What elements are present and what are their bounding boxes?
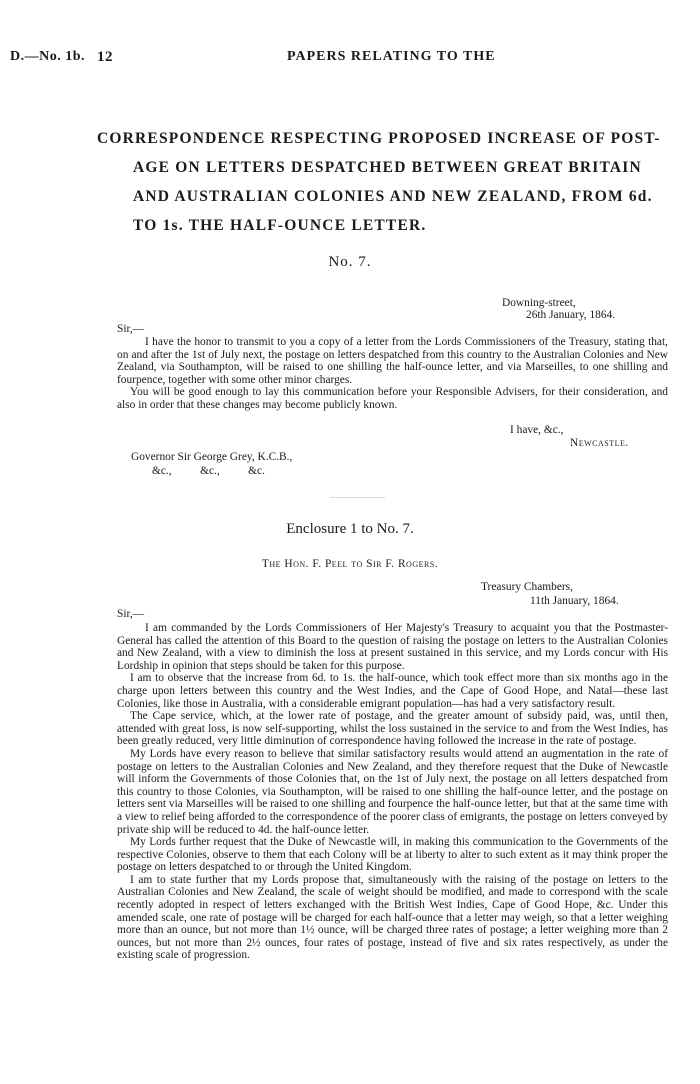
title-line: AGE ON LETTERS DESPATCHED BETWEEN GREAT BRITAIN bbox=[133, 159, 642, 176]
document-reference: D.—No. 1b. bbox=[10, 49, 86, 64]
page-number: 12 bbox=[97, 49, 113, 65]
enclosure-paragraph: I am commanded by the Lords Commissioners of Her Majesty's Treasury to acquaint you that the Postmaster-General has called the attention of this Board to the question of raising the postage on letters to the Australian Colonies and New Zealand, with a view to diminish the loss at present sustained in this service, and my Lords concur with His Lordship in opinion that steps should be taken for this purpose. bbox=[117, 622, 668, 672]
letter-number: No. 7. bbox=[328, 254, 372, 270]
running-title: PAPERS RELATING TO THE bbox=[287, 49, 496, 64]
section-divider bbox=[330, 497, 385, 498]
letter-paragraph: I have the honor to transmit to you a copy of a letter from the Lords Commissioners of the Treasury, stating that, on and after the 1st of July next, the postage on letters despatched from this country to the Australian Colonies and New Zealand, via Southampton, will be raised to one shilling the half-ounce letter, and via Marseilles, to one shilling and fourpence, together with some other minor charges. bbox=[117, 336, 668, 386]
enclosure-date: 11th January, 1864. bbox=[530, 595, 619, 607]
letter-closing: I have, &c., bbox=[510, 424, 564, 436]
letter-signature: Newcastle. bbox=[570, 437, 629, 449]
enclosure-subtitle: The Hon. F. Peel to Sir F. Rogers. bbox=[261, 558, 439, 570]
enclosure-paragraph: The Cape service, which, at the lower rate of postage, and the greater amount of subsidy paid, was, until then, attended with great loss, is now self-supporting, whilst the loss sustained in the service to and from the West Indies, has been greatly reduced, very little diminution of correspondence having followed the increase in the rate of postage. bbox=[117, 710, 668, 748]
main-title bbox=[97, 124, 672, 240]
enclosure-body bbox=[117, 622, 668, 962]
enclosure-address: Treasury Chambers, bbox=[481, 581, 573, 593]
title-line: TO 1s. THE HALF-OUNCE LETTER. bbox=[133, 217, 427, 234]
enclosure-title: Enclosure 1 to No. 7. bbox=[286, 521, 414, 537]
title-line: AND AUSTRALIAN COLONIES AND NEW ZEALAND, FROM 6d. bbox=[133, 188, 653, 205]
letter-date: 26th January, 1864. bbox=[526, 309, 616, 321]
letter-recipient-etc: &c., &c., &c. bbox=[152, 465, 265, 477]
enclosure-paragraph: My Lords further request that the Duke of Newcastle will, in making this communication to the Governments of the respective Colonies, observe to them that each Colony will be at liberty to alter to such extent as it may think proper the postage on letters despatched to or through the United Kingdom. bbox=[117, 836, 668, 874]
enclosure-paragraph: I am to state further that my Lords propose that, simultaneously with the raising of the postage on letters to the Australian Colonies and New Zealand, the scale of weight should be modified, and made to correspond with the scale recently adopted in respect of letters exchanged with the British West Indies, Cape of Good Hope, &c. Under this amended scale, one rate of postage will be charged for each half-ounce that a letter may weigh, so that a letter weighing more than an ounce, but not more than 1½ ounce, will be charged three rates of postage; a letter weighing more than 2 ounces, but not more than 2½ ounces, four rates of postage, instead of five and six rates respectively, as under the existing scale of progression. bbox=[117, 873, 668, 962]
letter-address: Downing-street, bbox=[502, 297, 576, 309]
letter-body bbox=[117, 336, 668, 411]
letter-paragraph: You will be good enough to lay this communication before your Responsible Advisers, for their consideration, and also in order that these changes may become publicly known. bbox=[117, 386, 668, 411]
enclosure-paragraph: I am to observe that the increase from 6d. to 1s. the half-ounce, which took effect more than six months ago in the charge upon letters between this country and the West Indies, and the Cape of Good Hope, and Natal—these last Colonies, like those in Australia, with a considerable emigrant population—has had a very satisfactory result. bbox=[117, 672, 668, 710]
letter-recipient: Governor Sir George Grey, K.C.B., bbox=[131, 451, 293, 463]
enclosure-salutation: Sir,— bbox=[117, 608, 145, 620]
enclosure-paragraph: My Lords have every reason to believe that similar satisfactory results would attend an augmentation in the rate of postage on letters to the Australian Colonies and New Zealand, and they therefore request that the Duke of Newcastle will inform the Governments of those Colonies that, on the 1st of July next, the postage on all letters despatched from this country to those Colonies, via Southampton, will be raised to one shilling the half-ounce letter, and the postage on letters sent via Marseilles will be raised to one shilling and fourpence the half-ounce letter, but that at the same time with a view to relief being afforded to the correspondence of the poorer class of emigrants, the postage on letters conveyed by private ship will be reduced to 4d. the half-ounce letter. bbox=[117, 747, 668, 836]
title-line: CORRESPONDENCE RESPECTING PROPOSED INCREASE OF POST- bbox=[97, 130, 661, 147]
letter-salutation: Sir,— bbox=[117, 323, 145, 335]
